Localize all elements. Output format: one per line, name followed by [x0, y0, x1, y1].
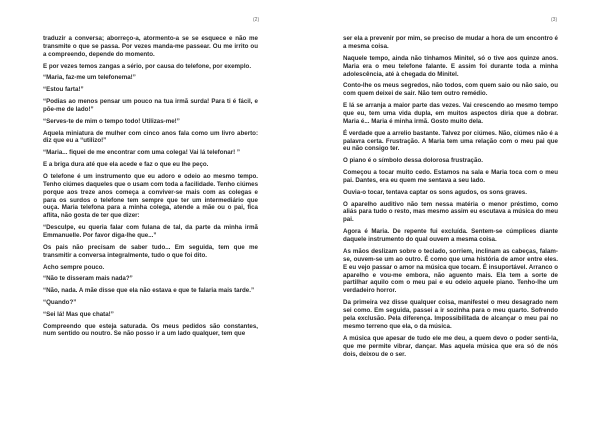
paragraph: As mãos deslizam sobre o teclado, sorriem, inclinam as cabeças, falam-se, ouvem-se um ao outro. É como que uma história de amor entre eles. E eu vejo passar o amor na música que tocam. É insuportável. Arranco o aparelho e vou-me embora, não aguento mais. Ela tem a sorte de partilhar aquilo com o meu pai e eu odeio aquele piano. Tenho-lhe um verdadeiro horror. [343, 247, 558, 295]
paragraph: E lá se arranja a maior parte das vezes. Vai crescendo ao mesmo tempo que eu, tem uma vida dupla, em muitos aspectos diria que a dobrar. Maria é... Maria é minha irmã. Gosto muito dela. [343, 102, 558, 125]
paragraph: “Desculpe, eu queria falar com fulana de tal, da parte da minha irmã Emmanuelle. Por favor diga-lhe que...” [43, 224, 258, 240]
page-number: (3) [551, 17, 558, 23]
paragraph: Ouvia-o tocar, tentava captar os sons agudos, os sons graves. [343, 188, 527, 196]
paragraph: “Podias ao menos pensar um pouco na tua irmã surda! Para ti é fácil, e põe-me de lado!” [43, 98, 258, 113]
paragraph: “Não te disseram mais nada?” [43, 275, 133, 283]
page-number: (2) [253, 17, 260, 23]
paragraph: É verdade que a arrelio bastante. Talvez por ciúmes. Não, ciúmes não é a palavra certa. Frustração. A Maria tem uma relação com o meu pai que eu não consigo ter. [343, 129, 558, 153]
paragraph: E a briga dura até que ela acede e faz o que eu lhe peço. [43, 161, 209, 168]
paragraph: “Não, nada. A mãe disse que ela não estava e que te falaria mais tarde.” [43, 287, 255, 295]
paragraph: O aparelho auditivo não tem nessa matéria o menor préstimo, como aliás para tudo o resto, mas mesmo assim eu escutava a música do meu pai. [343, 200, 558, 224]
paragraph: E por vezes temos zangas a sério, por causa do telefone, por exemplo. [43, 62, 252, 70]
paragraph: “Sei lá! Mas que chata!” [43, 310, 114, 318]
paragraph: Agora é Maria. De repente fui excluída. Sentem-se cúmplices diante daquele instrumento do qual ouvem a mesma coisa. [343, 228, 558, 244]
paragraph: Da primeira vez disse qualquer coisa, manifestei o meu desagrado nem sei como. Em seguida, passei a ir sozinha para o meu quarto. Sofrendo pela exclusão. Pela diferença. Impossibilitada de alcançar o meu pai no mesmo terreno que ela, o da música. [343, 299, 558, 330]
paragraph: O telefone é um instrumento que eu adoro e odeio ao mesmo tempo. Tenho ciúmes daqueles que o usam com toda a facilidade. Tenho ciúmes porque aos treze anos começa a conviver-se mais com as colegas e para os surdos o telefone tem sempre que ter um intermediário que ouça. Maria telefona para a minha colega, atende a mãe ou o pai, fica aflita, não gosta de ter que dizer: [43, 172, 259, 220]
right-page-text [343, 35, 558, 362]
paragraph: ser ela a prevenir por mim, se preciso de mudar a hora de um encontro é a mesma coisa. [343, 35, 558, 50]
paragraph: Os pais não precisam de saber tudo... Em seguida, tem que me transmitir a conversa integralmente, tudo o que foi dito. [43, 243, 258, 259]
paragraph: O piano é o símbolo dessa dolorosa frustração. [343, 157, 483, 165]
paragraph: “Estou farta!” [43, 86, 84, 94]
paragraph: Acho sempre pouco. [43, 263, 105, 271]
paragraph: “Maria... fiquei de me encontrar com uma colega! Vai lá telefonar! ” [43, 149, 241, 157]
paragraph: Conto-lhe os meus segredos, não todos, com quem saio ou não saio, ou com quem deixei de sair. Não tem outro remédio. [343, 82, 558, 98]
paragraph: Aquela miniatura de mulher com cinco anos fala como um livro aberto: diz que eu a “utilizo!” [43, 129, 258, 145]
paragraph: “Quando?” [43, 298, 77, 306]
paragraph: “Maria, faz-me um telefonema!” [43, 74, 136, 82]
paragraph: traduzir a conversa; aborreço-a, atormento-a se se esquece e não me transmite o que se passa. Por vezes manda-me passear. Ou me irrito ou a compreendo, depende do momento. [43, 35, 258, 58]
paragraph: Começou a tocar muito cedo. Estamos na sala e Maria toca com o meu pai. Dantes, era eu quem me sentava a seu lado. [343, 169, 558, 184]
paragraph: Naquele tempo, ainda não tínhamos Minitel, só o tive aos quinze anos. Maria era o meu telefone falante. E assim foi durante toda a minha adolescência, até à chegada do Minitel. [343, 54, 558, 78]
paragraph: A música que apesar de tudo ele me deu, a quem devo o poder senti-la, que me permite vibrar, dançar. Mas aquela música que era só de nós dois, deixou de o ser. [343, 334, 558, 358]
paragraph: “Serves-te de mim o tempo todo! Utilizas-me!” [43, 117, 180, 125]
paragraph: Compreendo que esteja saturada. Os meus pedidos são constantes, num sentido ou noutro. Se não posso ir a um lado qualquer, tem que [43, 322, 258, 338]
left-page-text [43, 35, 258, 342]
